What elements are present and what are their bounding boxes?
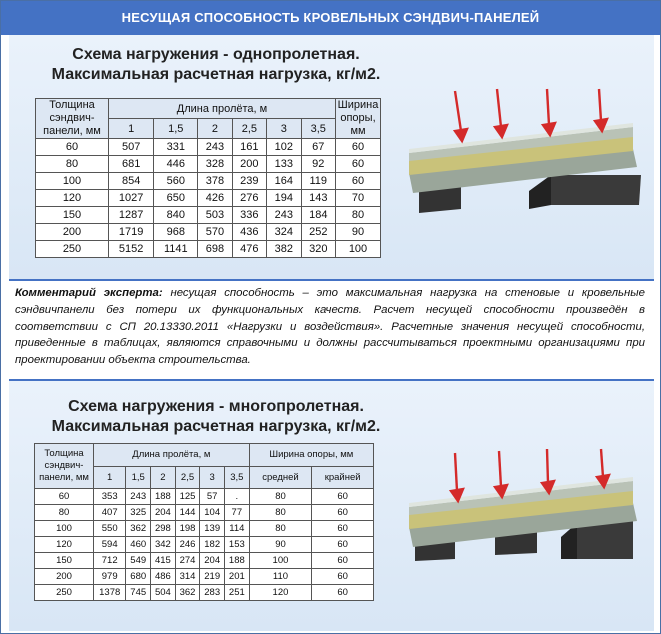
support-beam-right	[551, 175, 641, 205]
table-row	[36, 207, 381, 224]
table-cell: 328	[198, 156, 232, 173]
table-row	[36, 190, 381, 207]
table-row	[36, 139, 381, 156]
table-cell: 243	[126, 489, 151, 505]
t2-span-header: 1	[94, 466, 126, 489]
table-cell: 182	[200, 537, 225, 553]
table-cell: 125	[175, 489, 200, 505]
table-cell: 1378	[94, 585, 126, 601]
multi-span-title-line2: Максимальная расчетная нагрузка, кг/м2.	[51, 418, 381, 435]
table-cell: 1719	[109, 224, 154, 241]
table-cell: 504	[151, 585, 176, 601]
table-cell: 60	[35, 489, 94, 505]
table-cell: 560	[154, 173, 198, 190]
table-cell: 650	[154, 190, 198, 207]
table-cell: 60	[312, 585, 374, 601]
table-row	[36, 173, 381, 190]
t2-span-header: 2	[151, 466, 176, 489]
table-cell: 680	[126, 569, 151, 585]
table-cell: 90	[336, 224, 381, 241]
table-cell: 60	[312, 537, 374, 553]
table-cell: 378	[198, 173, 232, 190]
table-row	[35, 569, 374, 585]
table-cell: 549	[126, 553, 151, 569]
table-cell: 60	[312, 489, 374, 505]
table-cell: 276	[232, 190, 266, 207]
table-cell: 436	[232, 224, 266, 241]
single-span-illustration	[409, 123, 641, 213]
table-row	[35, 505, 374, 521]
table-cell: 80	[249, 521, 312, 537]
table-cell: 110	[249, 569, 312, 585]
load-arrow-icon	[601, 449, 603, 477]
table-cell: 570	[198, 224, 232, 241]
table-cell: 164	[267, 173, 301, 190]
load-arrow-icon	[599, 89, 601, 121]
t2-span-header: 1,5	[126, 466, 151, 489]
table-cell: 507	[109, 139, 154, 156]
multi-col-thickness: Толщина сэндвич-панели, мм	[35, 444, 94, 489]
table-cell: 100	[35, 521, 94, 537]
table-row	[36, 156, 381, 173]
multi-span-illustration	[409, 477, 637, 561]
table-cell: 143	[301, 190, 335, 207]
table-cell: 60	[312, 553, 374, 569]
table-cell: 426	[198, 190, 232, 207]
multi-col-span: Длина пролёта, м	[94, 444, 250, 467]
t1-span-header: 3	[267, 119, 301, 139]
table-cell: 252	[301, 224, 335, 241]
table-cell: 100	[249, 553, 312, 569]
table-cell: 133	[267, 156, 301, 173]
t1-span-header: 3,5	[301, 119, 335, 139]
table-cell: 80	[249, 489, 312, 505]
table-cell: 362	[175, 585, 200, 601]
table-cell: 446	[154, 156, 198, 173]
load-arrow-icon	[499, 451, 501, 487]
single-col-span: Длина пролёта, м	[109, 99, 336, 119]
table-row	[35, 521, 374, 537]
single-span-table	[35, 98, 381, 258]
table-cell: 681	[109, 156, 154, 173]
table-cell: 274	[175, 553, 200, 569]
table-cell: 60	[336, 139, 381, 156]
table-cell: 67	[301, 139, 335, 156]
table-row	[36, 224, 381, 241]
table-cell: 1141	[154, 241, 198, 258]
table-cell: 324	[267, 224, 301, 241]
single-col-thickness: Толщина сэндвич-панели, мм	[36, 99, 109, 139]
table-cell: 200	[35, 569, 94, 585]
table-cell: 283	[200, 585, 225, 601]
table-cell: 139	[200, 521, 225, 537]
expert-comment-text: несущая способность – это максимальная нагрузка на стеновые и кровельные сэндвичпанели без потери их функциональных качеств. Расчет несущей способности произведён в соответствии с СП 20.13330.2011 «Нагрузки и воздействия». Расчетные значения несущей способности, приведенные в таблицах, являются справочными и должны рассчитываться проектными организациями при проектировании объекта строительства.	[15, 287, 646, 367]
table-cell: 342	[151, 537, 176, 553]
table-cell: 353	[94, 489, 126, 505]
table-cell: 331	[154, 139, 198, 156]
table-cell: 854	[109, 173, 154, 190]
load-arrow-icon	[497, 89, 501, 127]
table-cell: 150	[36, 207, 109, 224]
t2-span-header: 2,5	[175, 466, 200, 489]
table-cell: 100	[336, 241, 381, 258]
table-cell: 120	[249, 585, 312, 601]
table-cell: 298	[151, 521, 176, 537]
table-row	[36, 241, 381, 258]
table-cell: 60	[336, 156, 381, 173]
single-col-support: Ширина опоры, мм	[336, 99, 381, 139]
table-cell: 362	[126, 521, 151, 537]
table-cell: 251	[225, 585, 250, 601]
table-cell: 219	[200, 569, 225, 585]
table-cell: 60	[312, 521, 374, 537]
t2-span-header: 3,5	[225, 466, 250, 489]
table-cell: 80	[36, 156, 109, 173]
load-arrow-icon	[547, 89, 549, 125]
table-cell: 503	[198, 207, 232, 224]
single-span-title	[21, 45, 411, 85]
table-cell: 92	[301, 156, 335, 173]
table-cell: 201	[225, 569, 250, 585]
table-row	[35, 489, 374, 505]
table-cell: 204	[200, 553, 225, 569]
table-cell: 194	[267, 190, 301, 207]
table-cell: 550	[94, 521, 126, 537]
t2-support-mid-header: средней	[249, 466, 312, 489]
table-cell: 382	[267, 241, 301, 258]
table-cell: 1287	[109, 207, 154, 224]
t1-span-header: 1,5	[154, 119, 198, 139]
table-cell: 120	[36, 190, 109, 207]
expert-comment	[15, 285, 645, 369]
table-cell: 712	[94, 553, 126, 569]
t1-span-header: 2	[198, 119, 232, 139]
table-cell: 250	[36, 241, 109, 258]
table-cell: 188	[225, 553, 250, 569]
table-cell: 243	[267, 207, 301, 224]
load-arrow-head-icon	[455, 129, 467, 141]
table-cell: 80	[249, 505, 312, 521]
table-cell: 243	[198, 139, 232, 156]
table-cell: 407	[94, 505, 126, 521]
table-cell: 320	[301, 241, 335, 258]
table-cell: 60	[312, 569, 374, 585]
table-cell: 476	[232, 241, 266, 258]
multi-span-table	[34, 443, 374, 601]
table-cell: 77	[225, 505, 250, 521]
t1-span-header: 2,5	[232, 119, 266, 139]
t2-span-header: 3	[200, 466, 225, 489]
table-cell: 184	[301, 207, 335, 224]
table-row	[35, 537, 374, 553]
table-cell: 70	[336, 190, 381, 207]
separator	[9, 279, 654, 281]
table-cell: 840	[154, 207, 198, 224]
table-cell: 60	[36, 139, 109, 156]
support-beam-shadow	[529, 175, 551, 209]
table-cell: 594	[94, 537, 126, 553]
t1-span-header: 1	[109, 119, 154, 139]
banner-title: НЕСУЩАЯ СПОСОБНОСТЬ КРОВЕЛЬНЫХ СЭНДВИЧ-ПАНЕЛЕЙ	[1, 1, 660, 35]
expert-comment-lead: Комментарий эксперта:	[15, 287, 163, 299]
table-cell: 1027	[109, 190, 154, 207]
single-span-diagram	[401, 87, 651, 237]
t2-support-end-header: крайней	[312, 466, 374, 489]
table-cell: 153	[225, 537, 250, 553]
table-cell: 188	[151, 489, 176, 505]
table-cell: 144	[175, 505, 200, 521]
table-cell: 204	[151, 505, 176, 521]
table-cell: 968	[154, 224, 198, 241]
table-cell: 60	[312, 505, 374, 521]
multi-span-title	[21, 397, 411, 437]
table-cell: 200	[232, 156, 266, 173]
table-row	[35, 585, 374, 601]
table-cell: 325	[126, 505, 151, 521]
load-arrow-head-icon	[495, 125, 507, 137]
single-span-title-line1: Схема нагружения - однопролетная.	[72, 46, 360, 63]
table-cell: 60	[336, 173, 381, 190]
table-cell: 250	[35, 585, 94, 601]
table-cell: 90	[249, 537, 312, 553]
table-cell: 745	[126, 585, 151, 601]
table-cell: 336	[232, 207, 266, 224]
table-cell: 979	[94, 569, 126, 585]
table-cell: 239	[232, 173, 266, 190]
load-arrow-icon	[455, 91, 461, 131]
multi-span-diagram	[401, 441, 651, 591]
single-span-title-line2: Максимальная расчетная нагрузка, кг/м2.	[51, 66, 381, 83]
table-cell: 100	[36, 173, 109, 190]
table-cell: 460	[126, 537, 151, 553]
load-arrow-icon	[455, 453, 457, 491]
table-cell: 57	[200, 489, 225, 505]
multi-span-title-line1: Схема нагружения - многопролетная.	[68, 398, 364, 415]
table-cell: 415	[151, 553, 176, 569]
table-cell: .	[225, 489, 250, 505]
table-cell: 200	[36, 224, 109, 241]
load-arrow-icon	[547, 449, 548, 483]
table-cell: 80	[336, 207, 381, 224]
multi-col-support: Ширина опоры, мм	[249, 444, 373, 467]
table-row	[35, 553, 374, 569]
table-cell: 119	[301, 173, 335, 190]
table-cell: 198	[175, 521, 200, 537]
table-cell: 114	[225, 521, 250, 537]
table-cell: 80	[35, 505, 94, 521]
table-cell: 246	[175, 537, 200, 553]
table-cell: 161	[232, 139, 266, 156]
table-cell: 102	[267, 139, 301, 156]
table-cell: 104	[200, 505, 225, 521]
table-cell: 698	[198, 241, 232, 258]
table-cell: 314	[175, 569, 200, 585]
table-cell: 486	[151, 569, 176, 585]
table-cell: 5152	[109, 241, 154, 258]
table-cell: 120	[35, 537, 94, 553]
table-cell: 150	[35, 553, 94, 569]
